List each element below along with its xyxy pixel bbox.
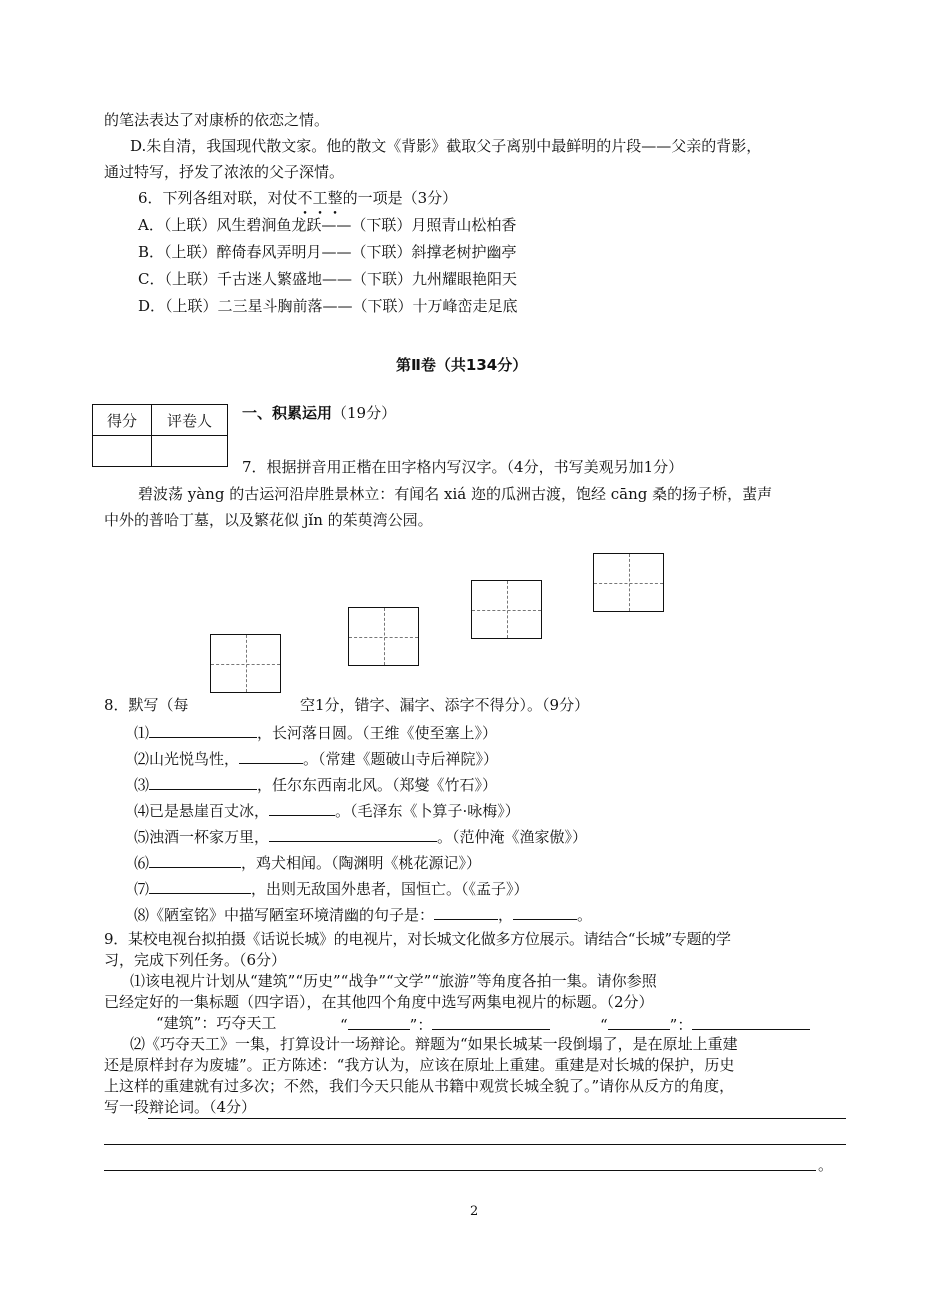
score-cell[interactable] xyxy=(93,436,152,467)
end-punctuation: 。 xyxy=(818,1156,834,1174)
answer-blank[interactable] xyxy=(692,1013,810,1030)
question-6-title: 6．下列各组对联，对仗不工整的一项是（3分） xyxy=(138,189,458,207)
dictation-item-1: ⑴ ，长河落日圆。（王维《使至塞上》） xyxy=(134,721,497,743)
answer-blank[interactable] xyxy=(149,877,251,894)
question-6-option-a: A．（上联）风生碧涧鱼龙跃——（下联）月照青山松柏香 xyxy=(138,216,517,234)
dictation-item-7: ⑺ ，出则无敌国外患者，国恒亡。（《孟子》） xyxy=(134,877,529,899)
question-7-title: 7．根据拼音用正楷在田字格内写汉字。（4分，书写美观另加1分） xyxy=(242,458,684,476)
dictation-item-8: ⑻《陋室铭》中描写陋室环境清幽的句子是： ， 。 xyxy=(134,903,592,925)
section-title: 第Ⅱ卷（共134分） xyxy=(396,356,528,374)
question-9-part2-line3: 上这样的重建就有过多次；不然，我们今天只能从书籍中观赏长城全貌了。”请你从反方的角度， xyxy=(104,1077,735,1095)
question-9-part2-line2: 还是原样封存为废墟”。正方陈述：“我方认为，应该在原址上重建。重建是对长城的保护，历史 xyxy=(104,1056,735,1074)
answer-blank[interactable] xyxy=(149,721,257,738)
emphasis-char: 工 xyxy=(312,189,328,207)
text-line: 的笔法表达了对康桥的依恋之情。 xyxy=(104,111,330,129)
question-9-part2-line4: 写一段辩论词。（4分） xyxy=(104,1098,257,1116)
answer-blank[interactable] xyxy=(432,1013,550,1030)
grader-cell[interactable] xyxy=(152,436,228,467)
dictation-item-3: ⑶ ，任尔东西南北风。（郑燮《竹石》） xyxy=(134,773,497,795)
title-example: “建筑”：巧夺天工 xyxy=(156,1014,277,1032)
question-7-line1: 碧波荡 yàng 的古运河沿岸胜景林立：有闻名 xiá 迩的瓜洲古渡，饱经 cāng 桑的扬子桥，蜚声 xyxy=(138,485,773,503)
dictation-item-2: ⑵山光悦鸟性， 。（常建《题破山寺后禅院》） xyxy=(134,747,498,769)
writing-grid[interactable] xyxy=(593,553,664,612)
answer-blank[interactable] xyxy=(149,851,241,868)
question-9-part2-line1: ⑵《巧夺天工》一集，打算设计一场辩论。辩题为“如果长城某一段倒塌了，是在原址上重建 xyxy=(130,1035,738,1053)
answer-blank[interactable] xyxy=(348,1013,410,1030)
question-9-line1: 9．某校电视台拟拍摄《话说长城》的电视片，对长城文化做多方位展示。请结合“长城”专题的学 xyxy=(104,930,731,948)
question-7-line2: 中外的普哈丁墓，以及繁花似 jǐn 的茱萸湾公园。 xyxy=(104,511,433,529)
answer-blank[interactable] xyxy=(239,747,303,764)
writing-line[interactable] xyxy=(104,1144,846,1145)
emphasis-char: 整 xyxy=(327,189,343,207)
writing-grid[interactable] xyxy=(471,580,542,639)
grader-header: 评卷人 xyxy=(152,405,228,436)
section-heading: 一、积累运用（19分） xyxy=(242,404,397,422)
answer-blank[interactable] xyxy=(513,903,577,920)
question-8-title-a: 8．默写（每 xyxy=(104,696,189,714)
question-8-title-b: 空1分，错字、漏字、添字不得分）。（9分） xyxy=(300,696,590,714)
writing-grid[interactable] xyxy=(210,634,281,693)
option-d-line1: D.朱自清，我国现代散文家。他的散文《背影》截取父子离别中最鲜明的片段——父亲的背影， xyxy=(130,137,762,155)
question-6-option-d: D．（上联）二三星斗胸前落——（下联）十万峰峦走足底 xyxy=(138,297,518,315)
title-answer-2: “ ”： xyxy=(600,1013,810,1035)
title-answer-1: “ ”： xyxy=(340,1013,550,1035)
answer-blank[interactable] xyxy=(434,903,498,920)
dictation-item-6: ⑹ ，鸡犬相闻。（陶渊明《桃花源记》） xyxy=(134,851,481,873)
option-d-line2: 通过特写，抒发了浓浓的父子深情。 xyxy=(104,163,345,181)
question-6-option-c: C．（上联）千古迷人繁盛地——（下联）九州耀眼艳阳天 xyxy=(138,270,517,288)
question-9-part1-line1: ⑴该电视片计划从“建筑”“历史”“战争”“文学”“旅游”等角度各拍一集。请你参照 xyxy=(130,972,657,990)
answer-blank[interactable] xyxy=(269,825,437,842)
answer-blank[interactable] xyxy=(269,799,335,816)
writing-grid[interactable] xyxy=(348,607,419,666)
score-header: 得分 xyxy=(93,405,152,436)
emphasis-char: 不 xyxy=(297,189,313,207)
answer-blank[interactable] xyxy=(149,773,257,790)
score-table xyxy=(92,404,228,467)
question-9-line2: 习，完成下列任务。（6分） xyxy=(104,951,287,969)
dictation-item-4: ⑷已是悬崖百丈冰， 。（毛泽东《卜算子·咏梅》） xyxy=(134,799,520,821)
answer-blank[interactable] xyxy=(608,1013,670,1030)
writing-line[interactable] xyxy=(104,1170,816,1171)
writing-line[interactable] xyxy=(148,1118,846,1119)
dictation-item-5: ⑸浊酒一杯家万里， 。（范仲淹《渔家傲》） xyxy=(134,825,587,847)
question-9-part1-line2: 已经定好的一集标题（四字语），在其他四个角度中选写两集电视片的标题。（2分） xyxy=(104,993,654,1011)
page-number: 2 xyxy=(470,1204,479,1219)
question-6-option-b: B．（上联）醉倚春风弄明月——（下联）斜撑老树护幽亭 xyxy=(138,243,517,261)
